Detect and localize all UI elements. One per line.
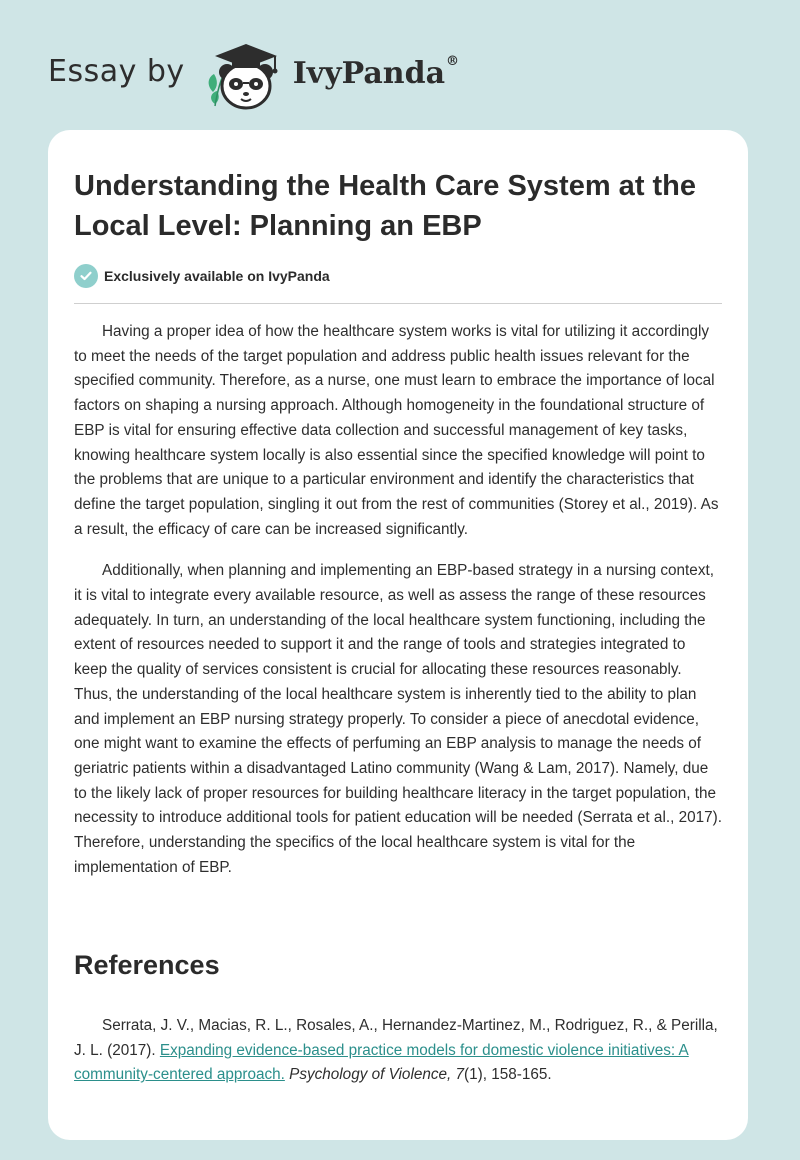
reference-journal: Psychology of Violence, 7 (289, 1066, 465, 1084)
exclusive-badge-label: Exclusively available on IvyPanda (104, 268, 330, 284)
body-paragraph: Additionally, when planning and implementing an EBP-based strategy in a nursing context, it is vital to integrate every available resource, as well as assess the range of these resources adequately. In turn, an understanding of the local healthcare system functioning, including the extent of resources needed to support it and the range of tools and strategies integrated to keep the quality of services consistent is crucial for allocating these resources reasonably. Thus, the understanding of the local healthcare system is inherently tied to the ability to plan and implement an EBP nursing strategy properly. To consider a piece of anecdotal evidence, one might want to examine the effects of perfuming an EBP analysis to manage the needs of geriatric patients within a disadvantaged Latino community (Wang & Lam, 2017). Namely, due to the likely lack of proper resources for building healthcare literacy in the target population, the necessity to introduce additional tools for patient education will be needed (Serrata et al., 2017). Therefore, understanding the specifics of the local healthcare system is vital for the implementation of EBP. (74, 562, 722, 876)
references-heading: References (74, 950, 220, 980)
ivypanda-logo-icon[interactable] (199, 34, 287, 114)
reference-entry (74, 1014, 722, 1088)
exclusive-badge (74, 264, 330, 288)
essay-by-label: Essay by (48, 53, 185, 89)
essay-body (74, 320, 722, 897)
site-header (48, 34, 459, 114)
checkmark-icon (79, 269, 93, 283)
check-circle-icon (74, 264, 98, 288)
registered-mark: ® (446, 53, 460, 69)
reference-link[interactable]: Expanding evidence-based practice models for domestic violence initiatives: A community-centered approach. (74, 1041, 689, 1084)
essay-card (48, 130, 748, 1140)
title-divider (74, 303, 722, 304)
body-paragraph: Having a proper idea of how the healthcare system works is vital for utilizing it accordingly to meet the needs of the target population and address public health issues relevant for the specified community. Therefore, as a nurse, one must learn to embrace the importance of local factors on shaping a nursing approach. Although homogeneity in the foundational structure of EBP is vital for ensuring effective data collection and successful management of key tasks, knowing healthcare system locally is also essential since the specified knowledge will point to the problems that are unique to a particular environment and identify the characteristics that define the target population, singling it out from the rest of communities (Storey et al., 2019). As a result, the efficacy of care can be increased significantly. (74, 323, 719, 538)
page-title: Understanding the Health Care System at the Local Level: Planning an EBP (74, 170, 697, 242)
reference-authors: Serrata, J. V., Macias, R. L., Rosales, A., Hernandez-Martinez, M., Rodriguez, R., & Perilla, J. L. (2017). (74, 1017, 718, 1059)
brand-name[interactable] (292, 53, 460, 91)
reference-issue-pages: (1), 158-165. (464, 1066, 552, 1084)
brand-text: IvyPanda (292, 55, 446, 91)
